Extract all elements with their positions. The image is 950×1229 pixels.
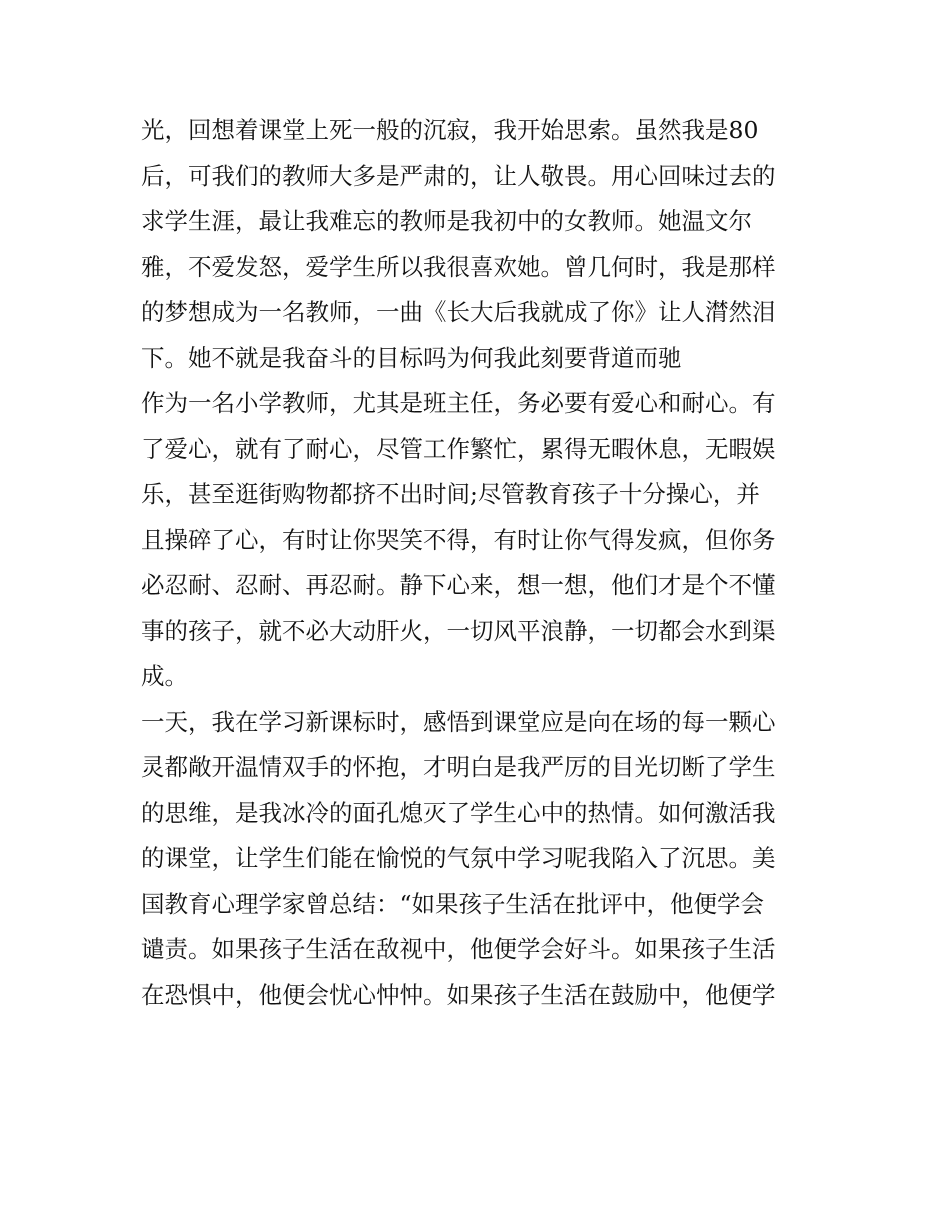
text-line: 的梦想成为一名教师，一曲《长大后我就成了你》让人潸然泪 <box>141 298 776 326</box>
text-line: 且操碎了心，有时让你哭笑不得，有时让你气得发疯，但你务 <box>141 525 776 554</box>
body-text <box>141 108 821 1018</box>
text-line: 了爱心，就有了耐心，尽管工作繁忙，累得无暇休息，无暇娱 <box>141 434 776 463</box>
text-line: 光，回想着课堂上死一般的沉寂，我开始思索。虽然我是80 <box>141 116 759 144</box>
text-line: 事的孩子，就不必大动肝火，一切风平浪静，一切都会水到渠 <box>141 616 776 645</box>
text-line: 的思维，是我冰冷的面孔熄灭了学生心中的热情。如何激活我 <box>141 798 776 827</box>
text-line: 国教育心理学家曾总结：“如果孩子生活在批评中，他便学会 <box>141 889 765 918</box>
text-line: 雅，不爱发怒，爱学生所以我很喜欢她。曾几何时，我是那样 <box>141 252 776 281</box>
text-line: 作为一名小学教师，尤其是班主任，务必要有爱心和耐心。有 <box>141 389 776 417</box>
text-line: 在恐惧中，他便会忧心忡忡。如果孩子生活在鼓励中，他便学 <box>141 980 776 1009</box>
text-line: 必忍耐、忍耐、再忍耐。静下心来，想一想，他们才是个不懂 <box>141 571 776 599</box>
text-line: 后，可我们的教师大多是严肃的，让人敬畏。用心回味过去的 <box>141 161 776 190</box>
text-line: 下。她不就是我奋斗的目标吗为何我此刻要背道而驰 <box>141 343 682 372</box>
text-line: 谴责。如果孩子生活在敌视中，他便学会好斗。如果孩子生活 <box>141 935 776 963</box>
text-line: 乐，甚至逛街购物都挤不出时间;尽管教育孩子十分操心，并 <box>141 480 760 508</box>
text-line: 的课堂，让学生们能在愉悦的气氛中学习呢我陷入了沉思。美 <box>141 844 776 872</box>
text-line: 灵都敞开温情双手的怀抱，才明白是我严厉的目光切断了学生 <box>141 753 776 781</box>
text-line: 成。 <box>141 662 188 690</box>
text-line: 一天，我在学习新课标时，感悟到课堂应是向在场的每一颗心 <box>141 707 776 736</box>
text-line: 求学生涯，最让我难忘的教师是我初中的女教师。她温文尔 <box>141 207 752 235</box>
